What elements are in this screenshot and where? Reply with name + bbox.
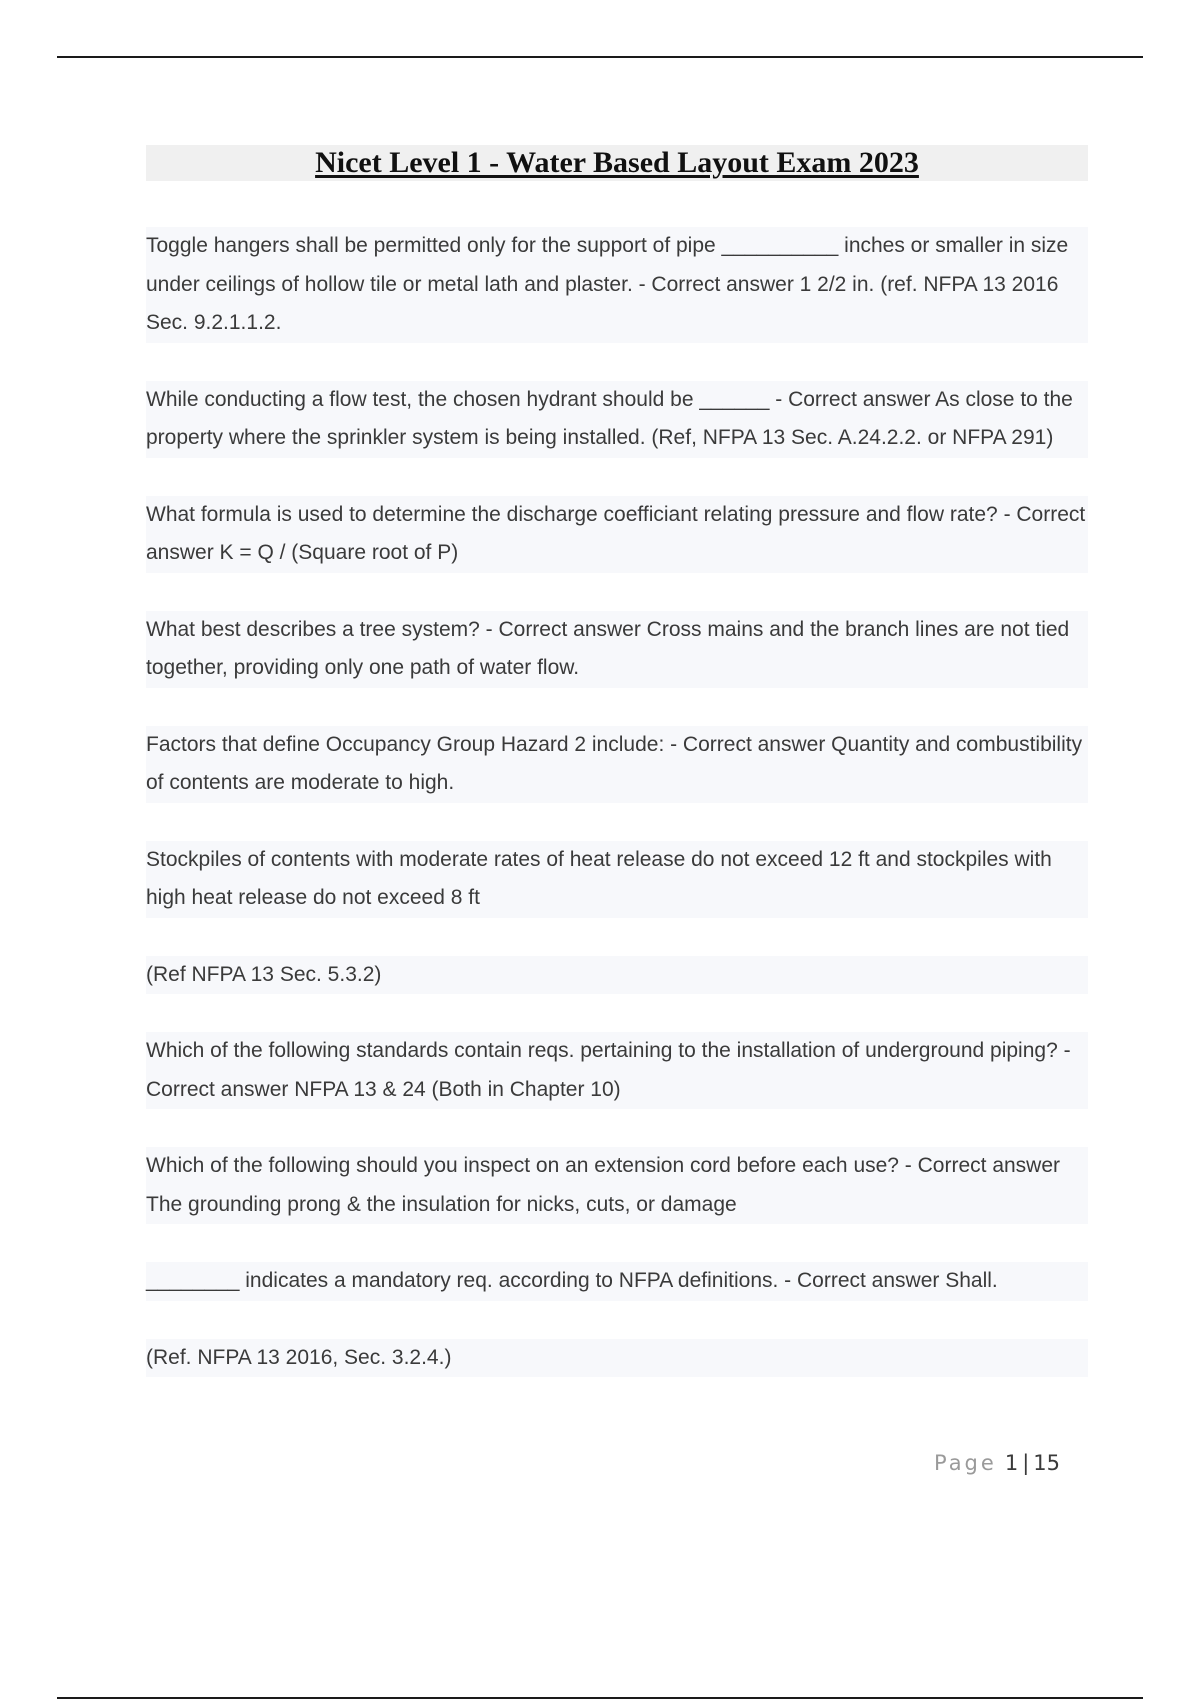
page-footer [0,1451,1060,1475]
reference-paragraph: (Ref. NFPA 13 2016, Sec. 3.2.4.) [146,1339,1088,1378]
question-answer-paragraph: Which of the following standards contain reqs. pertaining to the installation of underground piping? - Correct answer NFPA 13 & 24 (Both in Chapter 10) [146,1032,1088,1109]
total-pages: 15 [1033,1451,1060,1475]
reference-paragraph: (Ref NFPA 13 Sec. 5.3.2) [146,956,1088,995]
page-word: Page [933,1451,997,1475]
page-separator: | [1022,1451,1030,1475]
current-page-number: 1 [1004,1451,1019,1475]
question-answer-paragraph: While conducting a flow test, the chosen hydrant should be ______ - Correct answer As close to the property where the sprinkler system is being installed. (Ref, NFPA 13 Sec. A.24.2.2. or NFPA 291) [146,381,1088,458]
question-answer-paragraph: Which of the following should you inspect on an extension cord before each use? - Correct answer The grounding prong & the insulation for nicks, cuts, or damage [146,1147,1088,1224]
question-answer-paragraph: What formula is used to determine the discharge coefficiant relating pressure and flow rate? - Correct answer K = Q / (Square root of P) [146,496,1088,573]
question-answer-paragraph: Toggle hangers shall be permitted only for the support of pipe __________ inches or smaller in size under ceilings of hollow tile or metal lath and plaster. - Correct answer 1 2/2 in. (ref. NFPA 13 2016 Sec. 9.2.1.1.2. [146,227,1088,343]
document-title: Nicet Level 1 - Water Based Layout Exam 2023 [315,146,919,179]
bottom-rule [57,1697,1143,1699]
question-answer-paragraph: What best describes a tree system? - Correct answer Cross mains and the branch lines are not tied together, providing only one path of water flow. [146,611,1088,688]
question-answer-paragraph: Factors that define Occupancy Group Hazard 2 include: - Correct answer Quantity and combustibility of contents are moderate to high. [146,726,1088,803]
question-list [146,227,1088,1377]
page-content [146,145,1088,1415]
top-rule [57,56,1143,58]
question-answer-paragraph: Stockpiles of contents with moderate rates of heat release do not exceed 12 ft and stockpiles with high heat release do not exceed 8 ft [146,841,1088,918]
question-answer-paragraph: ________ indicates a mandatory req. according to NFPA definitions. - Correct answer Shall. [146,1262,1088,1301]
title-band [146,145,1088,181]
